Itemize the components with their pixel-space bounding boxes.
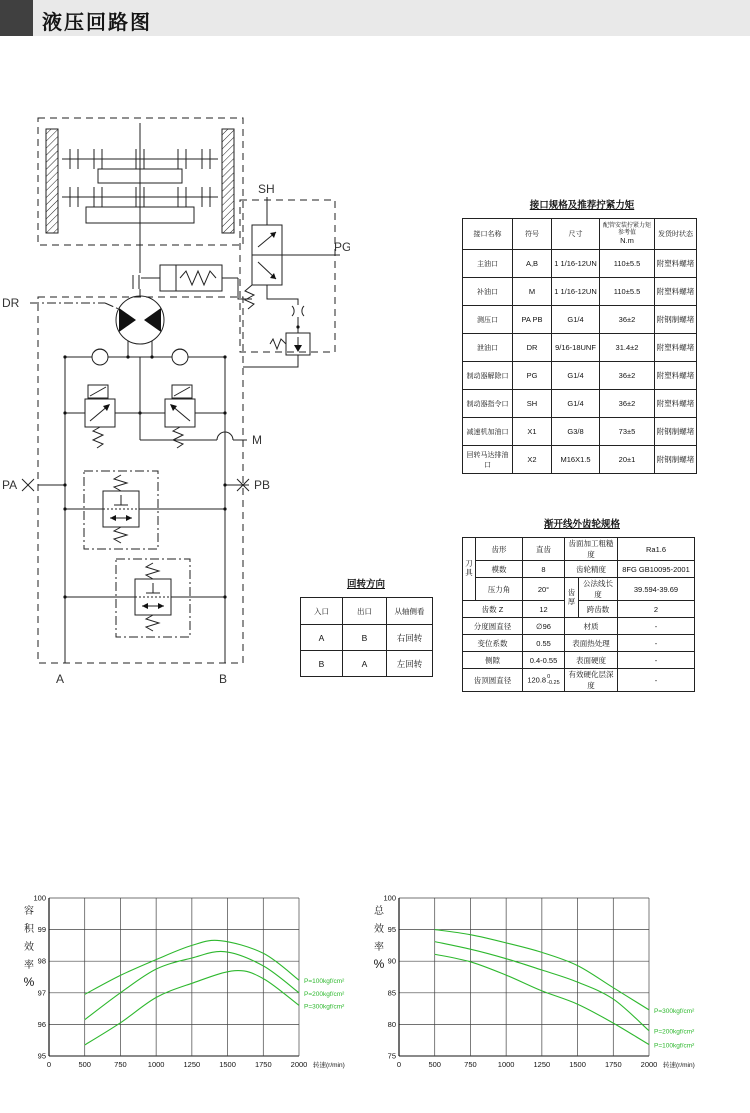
table-cell: B [343,625,387,651]
table-cell: 减速机加油口 [463,418,513,446]
table-row [463,652,695,669]
svg-text:0: 0 [46,1060,52,1069]
torque-table [462,218,697,474]
rotation-table-title: 回转方向 [346,579,385,590]
svg-text:96: 96 [37,1019,46,1029]
table-cell: 1 1/16-12UN [552,278,600,306]
table-row [463,561,695,578]
svg-text:95: 95 [387,925,396,935]
gear-label: 跨齿数 [579,601,618,618]
table-cell: G3/8 [552,418,600,446]
gear-label: 齿形 [476,538,523,561]
gear-value: 39.594-39.69 [618,578,695,601]
table-cell: G1/4 [552,362,600,390]
table-cell: 1 1/16-12UN [552,250,600,278]
svg-text:1500: 1500 [569,1060,586,1069]
motor-enclosure [38,297,243,663]
table-cell: PG [513,362,552,390]
table-cell: 回转马达排油口 [463,446,513,474]
hydraulic-schematic [0,95,350,715]
table-cell: A [301,625,343,651]
svg-text:率: 率 [374,942,384,953]
port-label-sh: SH [258,182,275,196]
gear-value: ∅96 [523,618,565,635]
svg-text:P=300kgf/cm²: P=300kgf/cm² [304,1003,345,1011]
chart-volumetric-efficiency [15,888,365,1088]
svg-text:1750: 1750 [254,1060,272,1069]
brake-pilot-valve [243,182,350,367]
anti-reverse-valve-1 [63,471,226,549]
svg-text:P=200kgf/cm²: P=200kgf/cm² [654,1028,695,1036]
table-cell: 右回转 [387,625,433,651]
svg-text:100: 100 [383,893,396,903]
hydraulic-schematic-svg [0,95,350,710]
svg-text:效: 效 [24,942,34,953]
svg-text:P=300kgf/cm²: P=300kgf/cm² [654,1007,695,1015]
rotation-col-view: 从轴侧看 [387,598,433,625]
rotation-col-outlet: 出口 [343,598,387,625]
table-row [463,390,697,418]
torque-table-header-row [463,219,697,250]
table-cell: 36±2 [600,390,655,418]
table-row [463,278,697,306]
svg-text:总: 总 [374,906,384,917]
table-cell: G1/4 [552,390,600,418]
svg-text:0: 0 [396,1060,402,1069]
planetary-gearbox [46,123,234,273]
port-label-b: B [219,672,228,686]
table-row [463,538,695,561]
pressure-test-ports [2,478,270,492]
svg-text:85: 85 [387,988,396,998]
gear-label: 公法线长度 [579,578,618,601]
port-label-pb: PB [254,478,271,492]
brake-cylinder [141,265,252,299]
svg-text:1500: 1500 [219,1060,236,1069]
gear-value: 8FG GB10095-2001 [618,561,695,578]
table-cell: 附塑料螺堵 [655,250,697,278]
gear-value: - [618,635,695,652]
table-cell: 附钢制螺堵 [655,446,697,474]
svg-text:90: 90 [387,956,396,966]
gear-table-section [462,516,702,692]
svg-text:95: 95 [37,1051,46,1061]
table-cell: B [301,651,343,677]
table-cell: A [343,651,387,677]
svg-text:P=200kgf/cm²: P=200kgf/cm² [304,990,345,998]
total-efficiency-plot [365,888,715,1088]
table-cell: 泄油口 [463,334,513,362]
gear-value: 0.4-0.55 [523,652,565,669]
rotation-table-body [301,625,433,677]
table-cell: 制动器解除口 [463,362,513,390]
header-logo-block [0,0,33,36]
port-label-dr: DR [2,296,20,310]
table-cell: 制动器指令口 [463,390,513,418]
gear-value: - [618,618,695,635]
gear-tool-group-label: 刀具 [463,538,476,601]
svg-text:99: 99 [37,925,46,935]
gear-thickness-group-label: 齿厚 [565,578,579,618]
svg-text:80: 80 [387,1019,396,1029]
table-row [463,418,697,446]
svg-text:%: % [373,957,385,971]
table-cell: 附塑料螺堵 [655,334,697,362]
table-cell: 20±1 [600,446,655,474]
svg-text:%: % [23,975,35,989]
gear-label: 齿面加工粗糙度 [565,538,618,561]
table-cell: 附塑料螺堵 [655,362,697,390]
gear-label: 表面热处理 [565,635,618,652]
table-row [463,334,697,362]
table-row [463,618,695,635]
svg-text:转速(r/min): 转速(r/min) [313,1062,345,1069]
table-cell: 110±5.5 [600,278,655,306]
gear-value: 8 [523,561,565,578]
gear-label: 有效硬化层深度 [565,669,618,692]
torque-col-name: 接口名称 [463,219,513,250]
svg-text:2000: 2000 [290,1060,308,1069]
gear-label: 变位系数 [463,635,523,652]
table-cell: PA PB [513,306,552,334]
torque-table-section [462,197,702,474]
torque-col-torque: 配管安装拧紧力矩参考值 N.m [600,219,655,250]
table-row [463,669,695,692]
table-row [463,306,697,334]
gear-table [462,537,695,692]
gear-value: 0.55 [523,635,565,652]
port-label-a: A [56,672,65,686]
makeup-line [140,432,262,447]
svg-text:750: 750 [464,1060,477,1069]
table-cell: X1 [513,418,552,446]
gear-value: - [618,652,695,669]
table-cell: G1/4 [552,306,600,334]
port-label-pa: PA [2,478,18,492]
gear-label: 材质 [565,618,618,635]
table-cell: 31.4±2 [600,334,655,362]
table-cell: 73±5 [600,418,655,446]
svg-text:转速(r/min): 转速(r/min) [663,1062,695,1069]
torque-col-symbol: 符号 [513,219,552,250]
brake-valve-enclosure [240,200,335,352]
gear-value: 2 [618,601,695,618]
svg-text:75: 75 [387,1051,396,1061]
table-row [463,578,695,601]
table-row [463,250,697,278]
svg-text:2000: 2000 [640,1060,658,1069]
relief-valves [63,357,226,448]
gear-label: 齿顶圆直径 [463,669,523,692]
svg-text:1000: 1000 [147,1060,165,1069]
svg-text:97: 97 [37,988,46,998]
table-cell: 主油口 [463,250,513,278]
volumetric-efficiency-plot [15,888,365,1088]
table-cell: 36±2 [600,306,655,334]
table-cell: 110±5.5 [600,250,655,278]
table-cell: 附钢制螺堵 [655,306,697,334]
gear-label: 模数 [476,561,523,578]
table-row [301,625,433,651]
drain-line [2,296,121,310]
table-row [301,651,433,677]
shaft-coupling [133,275,140,296]
table-cell: 附塑料螺堵 [655,278,697,306]
torque-table-title: 接口规格及推荐拧紧力矩 [529,200,635,211]
rotation-table-section [300,576,432,677]
table-cell: M [513,278,552,306]
gear-label: 侧隙 [463,652,523,669]
table-cell: 36±2 [600,362,655,390]
svg-text:100: 100 [33,893,46,903]
table-cell: X2 [513,446,552,474]
gear-table-title: 渐开线外齿轮规格 [543,519,620,530]
table-row [463,601,695,618]
svg-text:500: 500 [78,1060,91,1069]
gear-value: 120.8 0 -0.25 [523,669,565,692]
table-row [463,635,695,652]
table-cell: 测压口 [463,306,513,334]
gear-label: 分度圆直径 [463,618,523,635]
table-cell: 补油口 [463,278,513,306]
svg-text:1250: 1250 [183,1060,201,1069]
torque-col-state: 发货时状态 [655,219,697,250]
page-title: 液压回路图 [42,12,152,34]
torque-table-body [463,250,697,474]
gear-value: 20° [523,578,565,601]
gear-label: 齿轮精度 [565,561,618,578]
table-row [463,446,697,474]
rotation-col-inlet: 入口 [301,598,343,625]
table-row [463,362,697,390]
svg-text:750: 750 [114,1060,127,1069]
page-header [0,0,750,36]
gear-value: - [618,669,695,692]
svg-text:P=100kgf/cm²: P=100kgf/cm² [304,978,345,986]
svg-text:500: 500 [428,1060,441,1069]
svg-text:积: 积 [24,924,34,935]
hydraulic-motor [116,296,164,357]
port-label-m: M [252,433,262,447]
table-cell: 附塑料螺堵 [655,390,697,418]
svg-text:P=100kgf/cm²: P=100kgf/cm² [654,1042,695,1050]
table-cell: M16X1.5 [552,446,600,474]
table-cell: A,B [513,250,552,278]
gear-label: 压力角 [476,578,523,601]
svg-text:容: 容 [24,906,34,917]
table-cell: DR [513,334,552,362]
table-cell: 左回转 [387,651,433,677]
torque-col-size: 尺寸 [552,219,600,250]
svg-text:率: 率 [24,960,34,971]
table-cell: 9/16-18UNF [552,334,600,362]
svg-text:1250: 1250 [533,1060,551,1069]
svg-text:效: 效 [374,924,384,935]
chart-total-efficiency [365,888,715,1088]
table-cell: 附钢制螺堵 [655,418,697,446]
svg-text:1750: 1750 [604,1060,622,1069]
gear-value: 直齿 [523,538,565,561]
rotation-table-header-row [301,598,433,625]
port-label-pg: PG [334,240,350,254]
svg-text:1000: 1000 [497,1060,515,1069]
anti-reverse-valve-2 [63,559,226,637]
svg-text:98: 98 [37,956,46,966]
rotation-table [300,597,433,677]
gear-value: Ra1.6 [618,538,695,561]
table-cell: SH [513,390,552,418]
gear-label: 齿数 Z [463,601,523,618]
gear-value: 12 [523,601,565,618]
gear-label: 表面硬度 [565,652,618,669]
